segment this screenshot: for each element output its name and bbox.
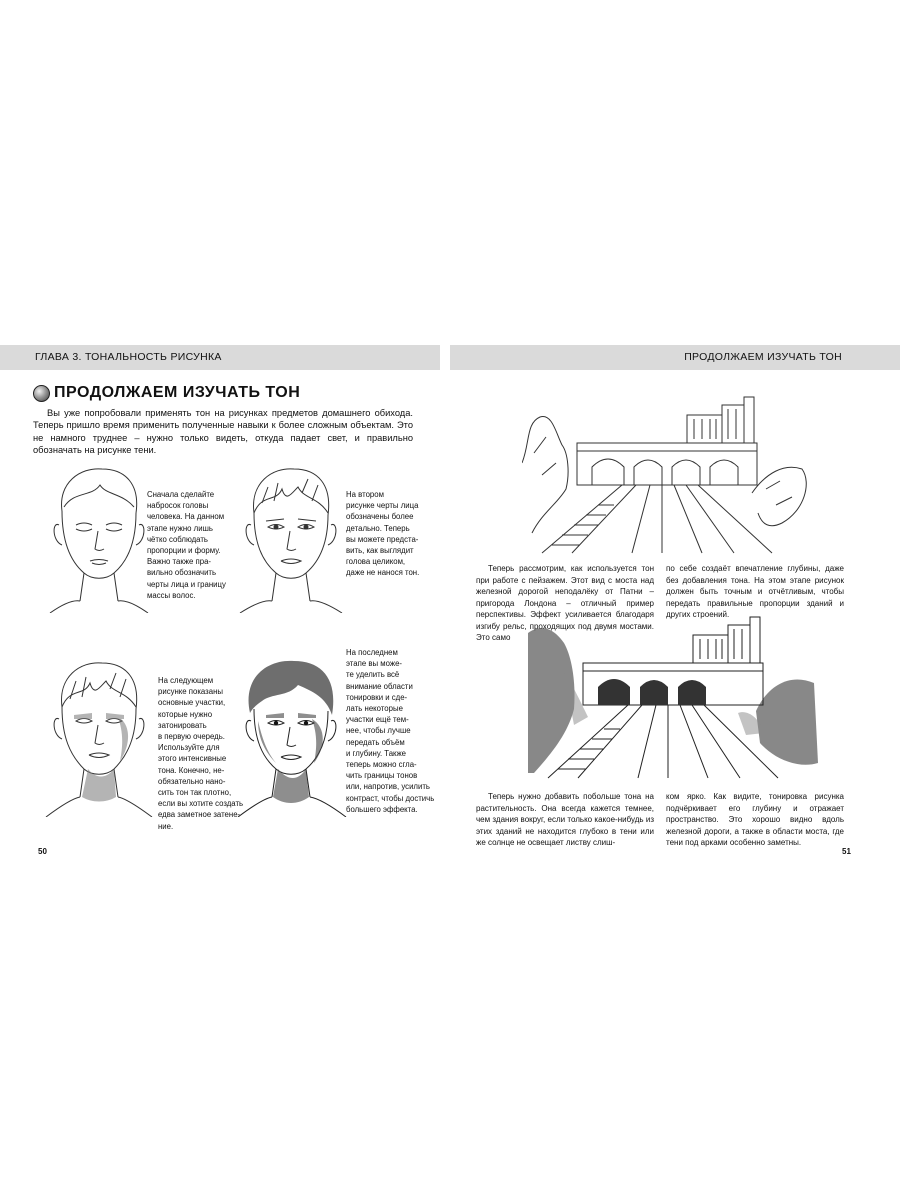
paragraph-2-col-2: ком ярко. Как видите, тонировка рисунка подчёркивает его глубину и отражает пространство. Это хорошо видно вдоль железной дороги, а также в области моста, где тени под арками особенно заметны. bbox=[666, 792, 844, 847]
railway-sketch-outline bbox=[522, 393, 812, 558]
paragraph-2-col-1: Теперь нужно добавить побольше тона на растительность. Она всегда кажется темнее, чем здания вокруг, если только какое-нибудь из этих зданий не находится глубоко в тени или же солнце не освещает листву слиш- bbox=[476, 792, 654, 847]
railway-sketch-toned bbox=[528, 613, 818, 783]
section-title-block bbox=[33, 384, 300, 402]
right-page bbox=[450, 345, 900, 865]
page-number-left: 50 bbox=[38, 847, 47, 856]
paragraph-1-col-1: Теперь рассмотрим, как используется тон при работе с пейзажем. Этот вид с моста над железной дорогой неподалёку от Патни – пригорода Лондона – отличный пример перспективы. Эффект усиливается благодаря изгибу рельс, проходящих под двумя мостами. Это само bbox=[476, 564, 654, 642]
round-bullet-icon bbox=[33, 385, 50, 402]
caption-step-4: На последнем этапе вы може- те уделить всё внимание области тонировки и сде- лать некоторые участки ещё тем- нее, чтобы лучше передать объём и глубину. Также теперь можно сгла- чить границы тонов или, напротив, усилить контраст, чтобы достичь большего эффекта. bbox=[346, 648, 435, 814]
section-header: ПРОДОЛЖАЕМ ИЗУЧАТЬ ТОН bbox=[684, 351, 842, 363]
intro-paragraph: Вы уже попробовали применять тон на рисунках предметов домашнего обихода. Теперь пришло время применить полученные навыки к более сложным объектам. Это не намного труднее – нужно только видеть, откуда падает свет, и правильно обозначать на рисунке тени. bbox=[33, 408, 413, 456]
head-sketch-detailed bbox=[232, 463, 350, 613]
caption-step-3: На следующем рисунке показаны основные участки, которые нужно затонировать в первую очередь. Используйте для этого интенсивные тона. Конечно, не- обязательно нано- сить тон так плотно, если вы хотите создать едва заметное затене- ние. bbox=[158, 676, 244, 831]
left-page bbox=[0, 345, 440, 865]
paragraph-1-col-2: по себе создаёт впечатление глубины, даже без добавления тона. На этом этапе рисунок должен быть точным и отчётливым, чтобы передать правильные пропорции зданий и других строений. bbox=[666, 564, 844, 619]
caption-step-2: На втором рисунке черты лица обозначены более детально. Теперь вы можете предста- вить, как выглядит голова целиком, даже не нанося тон. bbox=[346, 490, 420, 578]
section-title: ПРОДОЛЖАЕМ ИЗУЧАТЬ ТОН bbox=[54, 384, 301, 401]
left-running-header-bar bbox=[0, 345, 440, 370]
head-sketch-outline bbox=[40, 463, 158, 613]
chapter-header: ГЛАВА 3. ТОНАЛЬНОСТЬ РИСУНКА bbox=[35, 351, 222, 363]
caption-step-1: Сначала сделайте набросок головы человека. На данном этапе нужно лишь чётко соблюдать пропорции и форму. Важно также пра- вильно обозначить черты лица и границу массы волос. bbox=[147, 490, 226, 600]
page-number-right: 51 bbox=[842, 847, 851, 856]
head-sketch-shaded-areas bbox=[40, 657, 158, 817]
right-running-header-bar bbox=[450, 345, 900, 370]
head-sketch-fully-toned bbox=[232, 657, 352, 817]
